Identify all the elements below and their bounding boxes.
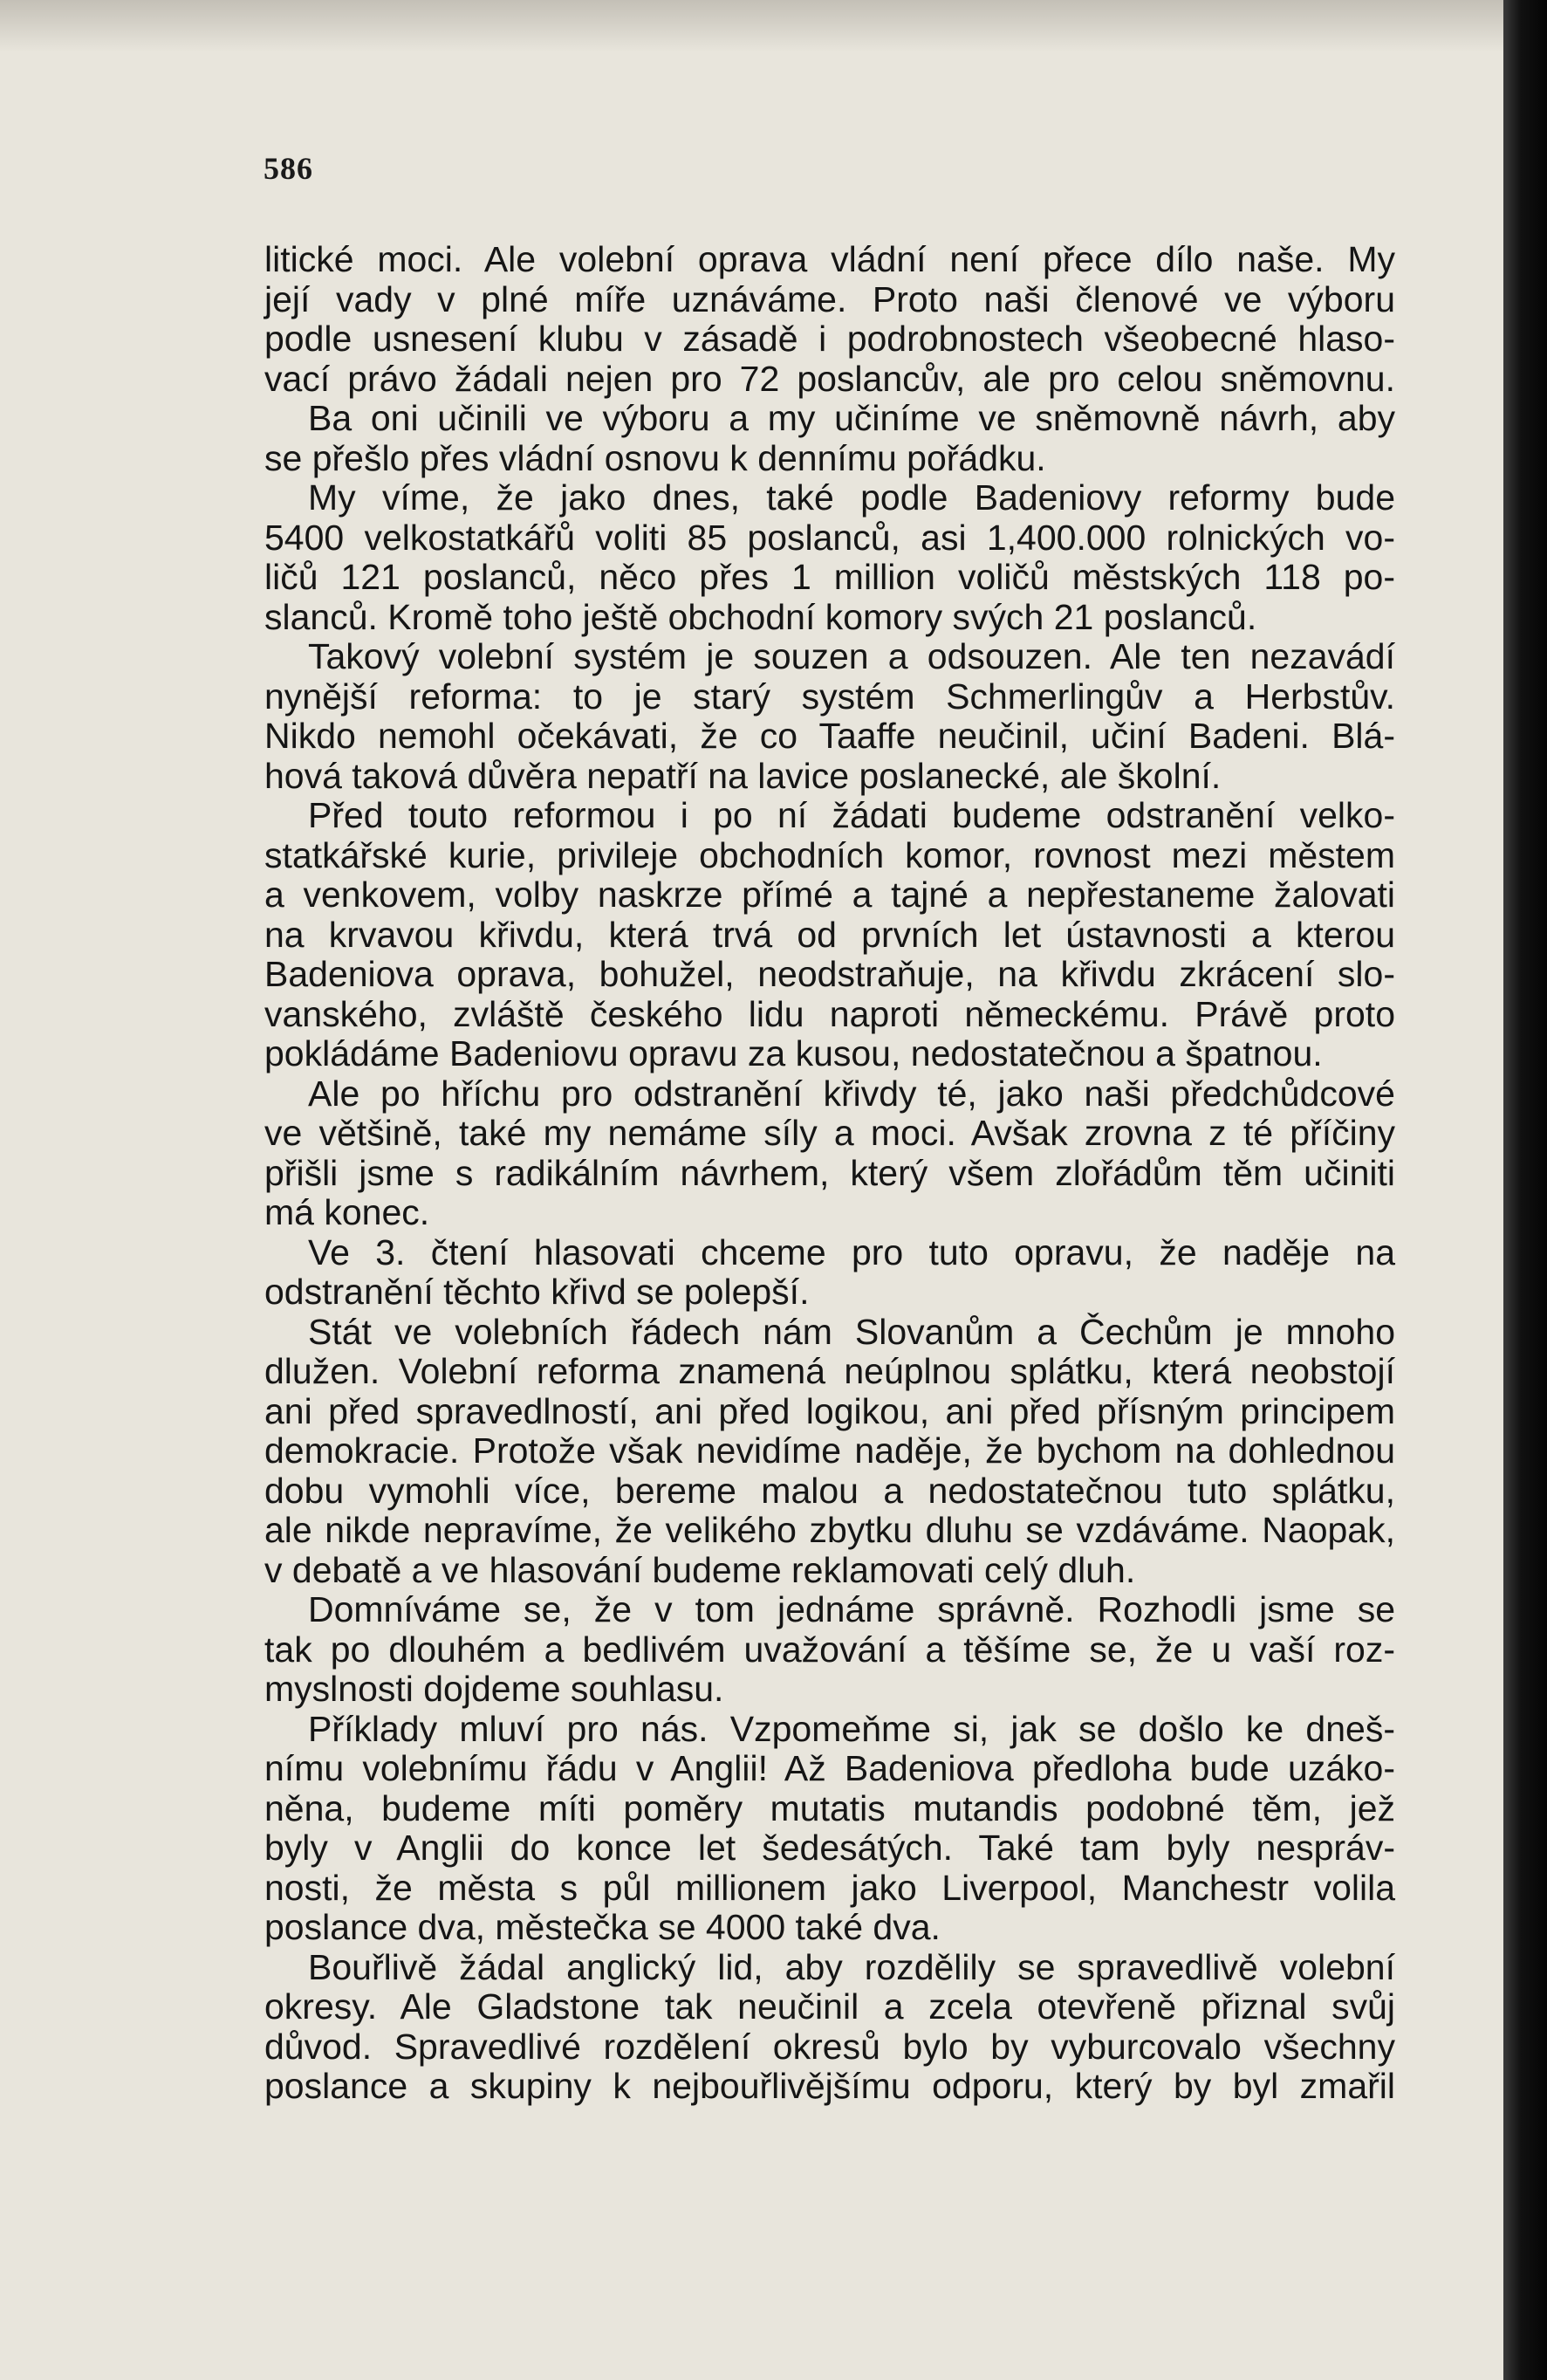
- text-line: Takový volební systém je souzen a odsouzen. Ale ten nezavádí: [308, 636, 1395, 676]
- text-line: My víme, že jako dnes, také podle Badeniovy reformy bude: [308, 477, 1395, 518]
- text-line: Domníváme se, že v tom jednáme správně. Rozhodli jsme se: [308, 1589, 1395, 1629]
- text-line: má konec.: [264, 1192, 430, 1232]
- text-line: Ve 3. čtení hlasovati chceme pro tuto opravu, že naděje na: [308, 1231, 1395, 1272]
- text-line: se přešlo přes vládní osnovu k dennímu pořádku.: [264, 437, 1046, 478]
- text-line: slanců. Kromě toho ještě obchodní komory svých 21 poslanců.: [264, 596, 1257, 637]
- text-line: přišli jsme s radikálním návrhem, který všem zlořádům těm učiniti: [264, 1152, 1395, 1193]
- text-line: tak po dlouhém a bedlivém uvažování a těšíme se, že u vaší roz-: [264, 1629, 1395, 1670]
- text-line: Stát ve volebních řádech nám Slovanům a Čechům je mnoho: [308, 1311, 1395, 1352]
- text-line: Badeniova oprava, bohužel, neodstraňuje, na křivdu zkrácení slo-: [264, 954, 1395, 994]
- text-line: ale nikde nepravíme, že velikého zbytku dluhu se vzdáváme. Naopak,: [264, 1510, 1395, 1550]
- text-line: 5400 velkostatkářů voliti 85 poslanců, asi 1,400.000 rolnických vo-: [264, 517, 1395, 558]
- text-line: vací právo žádali nejen pro 72 poslancův, ale pro celou sněmovnu.: [264, 358, 1395, 399]
- text-line: dobu vymohli více, bereme malou a nedostatečnou tuto splátku,: [264, 1470, 1395, 1511]
- text-line: Příklady mluví pro nás. Vzpomeňme si, jak se došlo ke dneš-: [308, 1708, 1395, 1749]
- body-text: [264, 240, 1395, 2107]
- text-line: statkářské kurie, privileje obchodních komor, rovnost mezi městem: [264, 834, 1395, 875]
- text-line: vanského, zvláště českého lidu naproti německému. Právě proto: [264, 993, 1395, 1034]
- text-line: nynější reforma: to je starý systém Schmerlingův a Herbstův.: [264, 676, 1395, 717]
- text-line: pokládáme Badeniovu opravu za kusou, nedostatečnou a špatnou.: [264, 1033, 1323, 1073]
- text-line: hová taková důvěra nepatří na lavice poslanecké, ale školní.: [264, 755, 1222, 796]
- scanner-border: [1503, 0, 1547, 2380]
- text-line: demokracie. Protože však nevidíme naděje, že bychom na dohlednou: [264, 1430, 1395, 1471]
- text-line: nímu volebnímu řádu v Anglii! Až Badeniova předloha bude uzáko-: [264, 1748, 1395, 1788]
- scan-shadow: [0, 0, 1503, 52]
- text-line: Bouřlivě žádal anglický lid, aby rozdělily se spravedlivě volební: [308, 1946, 1395, 1987]
- text-line: litické moci. Ale volební oprava vládní není přece dílo naše. My: [264, 239, 1395, 279]
- text-line: poslance dva, městečka se 4000 také dva.: [264, 1907, 941, 1947]
- text-line: Ba oni učinili ve výboru a my učiníme ve sněmovně návrh, aby: [308, 398, 1395, 438]
- text-line: na krvavou křivdu, která trvá od prvních let ústavnosti a kterou: [264, 914, 1395, 955]
- text-line: poslance a skupiny k nejbouřlivějšímu odporu, který by byl zmařil: [264, 2066, 1395, 2106]
- text-line: Ale po hříchu pro odstranění křivdy té, jako naši předchůdcové: [308, 1073, 1395, 1114]
- text-line: něna, budeme míti poměry mutatis mutandis podobné těm, jež: [264, 1787, 1395, 1828]
- text-line: podle usnesení klubu v zásadě i podrobnostech všeobecné hlaso-: [264, 319, 1395, 359]
- text-line: okresy. Ale Gladstone tak neučinil a zcela otevřeně přiznal svůj: [264, 1986, 1395, 2027]
- text-line: ani před spravedlností, ani před logikou, ani před přísným principem: [264, 1390, 1395, 1431]
- text-line: její vady v plné míře uznáváme. Proto naši členové ve výboru: [264, 278, 1395, 319]
- text-line: odstranění těchto křivd se polepší.: [264, 1272, 810, 1312]
- text-line: myslnosti dojdeme souhlasu.: [264, 1669, 724, 1709]
- text-line: důvod. Spravedlivé rozdělení okresů bylo by vyburcovalo všechny: [264, 2026, 1395, 2067]
- page-number: 586: [264, 151, 313, 186]
- text-line: nosti, že města s půl millionem jako Liverpool, Manchestr volila: [264, 1867, 1395, 1908]
- text-line: byly v Anglii do konce let šedesátých. Také tam byly nespráv-: [264, 1828, 1395, 1868]
- text-line: ličů 121 poslanců, něco přes 1 million voličů městských 118 po-: [264, 557, 1395, 597]
- text-line: Před touto reformou i po ní žádati budeme odstranění velko-: [308, 795, 1395, 835]
- text-line: v debatě a ve hlasování budeme reklamovati celý dluh.: [264, 1549, 1136, 1590]
- text-line: dlužen. Volební reforma znamená neúplnou splátku, která neobstojí: [264, 1351, 1395, 1391]
- text-line: a venkovem, volby naskrze přímé a tajné a nepřestaneme žalovati: [264, 874, 1395, 915]
- text-line: ve většině, také my nemáme síly a moci. Avšak zrovna z té příčiny: [264, 1113, 1395, 1153]
- text-line: Nikdo nemohl očekávati, že co Taaffe neučinil, učiní Badeni. Blá-: [264, 716, 1395, 756]
